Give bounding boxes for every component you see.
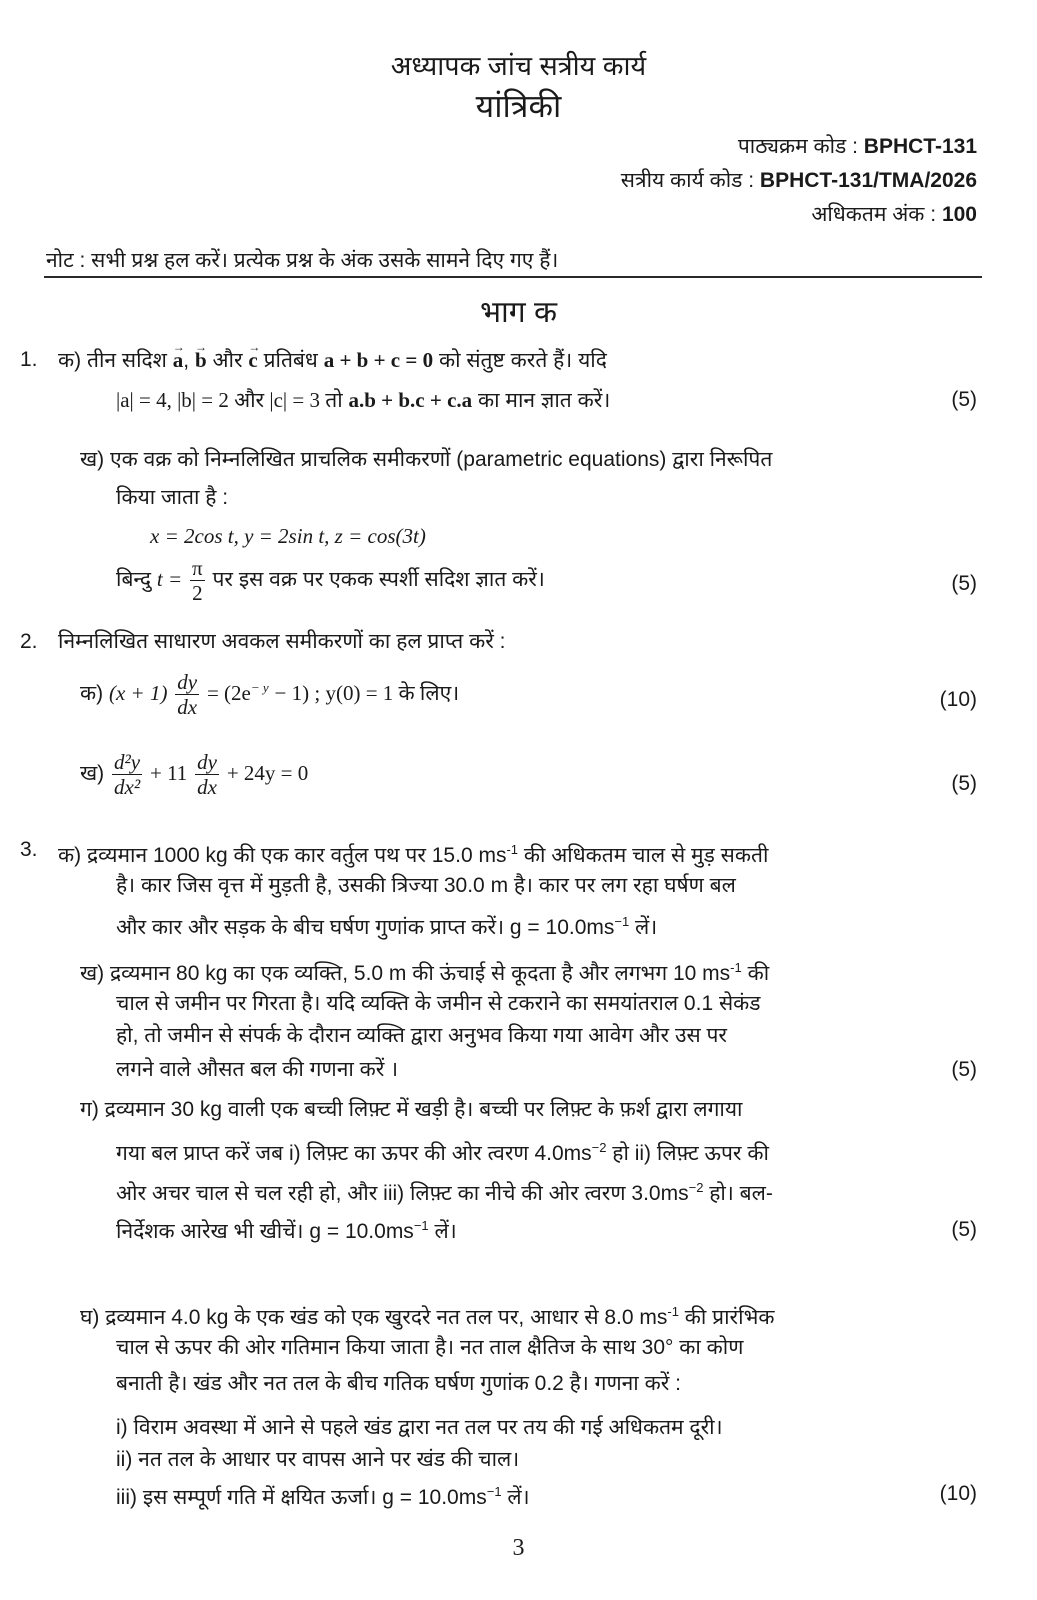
- q3b-sup1: -1: [730, 960, 742, 975]
- q3a-text3b: लें।: [629, 916, 658, 939]
- q3d-sup1: -1: [667, 1304, 679, 1319]
- q3c-label: ग): [80, 1098, 99, 1121]
- q3b-line1: [80, 954, 769, 988]
- q3c-text3: ओर अचर चाल से चल रही हो, और iii) लिफ़्ट का नीचे की ओर त्वरण 3.0ms: [116, 1182, 689, 1205]
- t-equals: t =: [156, 567, 183, 592]
- q2a-marks: (10): [939, 688, 977, 711]
- q2a-rhs: = (2e: [206, 681, 251, 706]
- dy-dx-fraction-2: [195, 750, 219, 799]
- page-number: 3: [512, 1535, 525, 1561]
- q3a-line2: है। कार जिस वृत्त में मुड़ती है, उसकी त्रिज्या 30.0 m है। कार पर लग रहा घर्षण बल: [116, 874, 736, 897]
- numerator-d2y: d²y: [114, 750, 141, 774]
- q2-intro: निम्नलिखित साधारण अवकल समीकरणों का हल प्राप्त करें :: [58, 630, 506, 653]
- q3d-text-iiib: लें।: [501, 1486, 530, 1509]
- q2a-lhs: (x + 1): [108, 681, 168, 706]
- q3b-line3: हो, तो जमीन से संपर्क के दौरान व्यक्ति द्वारा अनुभव किया गया आवेग और उस पर: [116, 1024, 728, 1047]
- q1b-line1: [80, 446, 772, 474]
- q3c-text4b: लें।: [428, 1220, 457, 1243]
- q3a-text1: द्रव्यमान 1000 kg की एक कार वर्तुल पथ पर 15.0 ms: [86, 844, 507, 867]
- q1b-marks: (5): [951, 572, 977, 595]
- q2b-line: [80, 750, 308, 799]
- document-title: अध्यापक जांच सत्रीय कार्य: [390, 51, 647, 81]
- numerator-dy-2: dy: [197, 750, 217, 774]
- q3d-sub-iii: [116, 1478, 530, 1512]
- q3b-marks: (5): [951, 1058, 977, 1081]
- q2b-marks: (5): [951, 772, 977, 795]
- q3c-sup2: −2: [591, 1140, 607, 1155]
- q1-number: 1.: [20, 348, 38, 371]
- q3d-marks: (10): [939, 1482, 977, 1505]
- course-code-line: [738, 132, 977, 160]
- vector-b: → b: [195, 346, 207, 374]
- q1a-label: क): [58, 349, 82, 372]
- q3a-sup1: -1: [506, 842, 519, 857]
- q3a-label: क): [58, 844, 82, 867]
- q3c-marks: (5): [951, 1218, 977, 1241]
- q2b-end: + 24y = 0: [226, 761, 309, 786]
- course-code-label: पाठ्यक्रम कोड :: [737, 135, 858, 158]
- q3d-sub-ii: ii) नत तल के आधार पर वापस आने पर खंड की चाल।: [116, 1448, 520, 1471]
- assignment-code-label: सत्रीय कार्य कोड :: [620, 169, 755, 192]
- pi-over-2-fraction: [190, 556, 205, 605]
- q3d-text1b: की प्रारंभिक: [678, 1306, 775, 1329]
- q3d-sub-i: i) विराम अवस्था में आने से पहले खंड द्वारा नत तल पर तय की गई अधिकतम दूरी।: [116, 1416, 723, 1439]
- q2-number: 2.: [20, 630, 38, 653]
- header-divider: [44, 276, 982, 278]
- q3b-label: ख): [80, 962, 105, 985]
- q3a-line1: [58, 836, 768, 870]
- q1a-text3: को संतुष्ट करते हैं। यदि: [438, 349, 607, 372]
- q3c-sup3: −2: [688, 1180, 704, 1195]
- vector-c: → c: [248, 346, 257, 374]
- q2b-label: ख): [80, 762, 105, 786]
- q2a-rhs2: − 1) ; y(0) = 1 के लिए।: [274, 681, 460, 706]
- q1a-line2: [116, 386, 610, 415]
- q3c-line2: [116, 1134, 769, 1168]
- q3-number: 3.: [20, 838, 38, 861]
- q1a-marks: (5): [951, 388, 977, 411]
- q1a-text4: का मान ज्ञात करें।: [478, 389, 611, 412]
- q1b-text4: पर इस वक्र पर एकक स्पर्शी सदिश ज्ञात करें।: [212, 568, 545, 592]
- q3d-label: घ): [80, 1306, 100, 1329]
- numerator-dy: dy: [177, 670, 198, 694]
- q1a-text: तीन सदिश: [86, 349, 167, 372]
- q3c-line3: [116, 1174, 773, 1208]
- q1b-line2: किया जाता है :: [116, 486, 229, 509]
- q2a-label: क): [80, 682, 104, 706]
- q3b-line2: चाल से जमीन पर गिरता है। यदि व्यक्ति के जमीन से टकराने का समयांतराल 0.1 सेकंड: [116, 992, 761, 1015]
- d2y-dx2-fraction: [112, 750, 142, 799]
- denominator-dx-2: dx: [197, 775, 217, 799]
- instructions-note: नोट : सभी प्रश्न हल करें। प्रत्येक प्रश्न के अंक उसके सामने दिए गए हैं।: [46, 249, 559, 272]
- vector-a: → a: [173, 346, 184, 374]
- q3c-line4: [116, 1212, 457, 1246]
- q1a-line1: क) तीन सदिश → a, → b और → c प्रतिबंध a + b + c = 0 को संतुष्ट करते हैं। यदि: [58, 346, 607, 375]
- denominator-dx: dx: [177, 695, 198, 719]
- q3b-line4: लगने वाले औसत बल की गणना करें ।: [116, 1058, 399, 1081]
- vector-magnitudes: |a| = 4, |b| = 2 और |c| = 3 तो: [116, 388, 343, 412]
- q1a-and: और: [212, 349, 243, 372]
- fraction-denominator: 2: [192, 581, 203, 605]
- q3a-text3: और कार और सड़क के बीच घर्षण गुणांक प्राप्त करें। g = 10.0ms: [116, 916, 615, 939]
- max-marks-line: [811, 200, 977, 228]
- part-title: भाग क: [479, 296, 558, 329]
- max-marks: 100: [941, 203, 977, 226]
- dot-product-expression: a.b + b.c + c.a: [348, 388, 473, 412]
- q3b-text1b: की: [741, 962, 770, 985]
- assignment-code: BPHCT-131/TMA/2026: [759, 169, 977, 192]
- dy-dx-fraction: [175, 670, 199, 719]
- fraction-numerator: π: [192, 556, 203, 580]
- q1b-line4: [116, 556, 545, 605]
- q3d-text1: द्रव्यमान 4.0 kg के एक खंड को एक खुरदरे नत तल पर, आधार से 8.0 ms: [105, 1306, 668, 1329]
- q3c-text4: निर्देशक आरेख भी खीचें। g = 10.0ms: [116, 1220, 414, 1243]
- q2b-mid: + 11: [149, 761, 188, 786]
- course-code: BPHCT-131: [863, 135, 977, 158]
- q3b-text1: द्रव्यमान 80 kg का एक व्यक्ति, 5.0 m की ऊंचाई से कूदता है और लगभग 10 ms: [110, 962, 731, 985]
- q1b-label: ख): [80, 448, 105, 471]
- q1b-point-text: बिन्दु: [116, 568, 152, 592]
- q3d-line1: [80, 1298, 774, 1332]
- vector-condition: a + b + c = 0: [323, 348, 434, 372]
- q2a-exponent: − y: [250, 680, 269, 696]
- max-marks-label: अधिकतम अंक :: [811, 203, 937, 226]
- q1a-text2: प्रतिबंध: [263, 349, 318, 372]
- q3c-text2b: हो ii) लिफ़्ट ऊपर की: [606, 1142, 769, 1165]
- q3d-line3: बनाती है। खंड और नत तल के बीच गतिक घर्षण गुणांक 0.2 है। गणना करें :: [116, 1372, 681, 1395]
- q3c-text2: गया बल प्राप्त करें जब i) लिफ़्ट का ऊपर की ओर त्वरण 4.0ms: [116, 1142, 592, 1165]
- q3c-text1: द्रव्यमान 30 kg वाली एक बच्ची लिफ़्ट में खड़ी है। बच्ची पर लिफ़्ट के फ़र्श द्वारा लगाया: [104, 1098, 743, 1121]
- denominator-dx2: dx²: [114, 775, 141, 799]
- q3a-sup3: −1: [614, 914, 630, 929]
- q1b-text: एक वक्र को निम्नलिखित प्राचलिक समीकरणों (parametric equations) द्वारा निरूपित: [110, 448, 773, 471]
- q3a-text1b: की अधिकतम चाल से मुड़ सकती: [518, 844, 769, 867]
- q3d-sup-iii: −1: [486, 1484, 502, 1499]
- subject-title: यांत्रिकी: [475, 88, 562, 124]
- q3c-sup4: −1: [413, 1218, 429, 1233]
- q3a-line3: [116, 908, 657, 942]
- q3c-text3b: हो। बल-: [703, 1182, 773, 1205]
- parametric-equations: x = 2cos t, y = 2sin t, z = cos(3t): [150, 524, 426, 548]
- q3c-line1: [80, 1096, 742, 1124]
- assignment-code-line: [621, 166, 977, 194]
- q3d-line2: चाल से ऊपर की ओर गतिमान किया जाता है। नत ताल क्षैतिज के साथ 30° का कोण: [116, 1336, 744, 1359]
- q3d-text-iii: iii) इस सम्पूर्ण गति में क्षयित ऊर्जा। g = 10.0ms: [116, 1486, 487, 1509]
- q2a-line: [80, 670, 459, 719]
